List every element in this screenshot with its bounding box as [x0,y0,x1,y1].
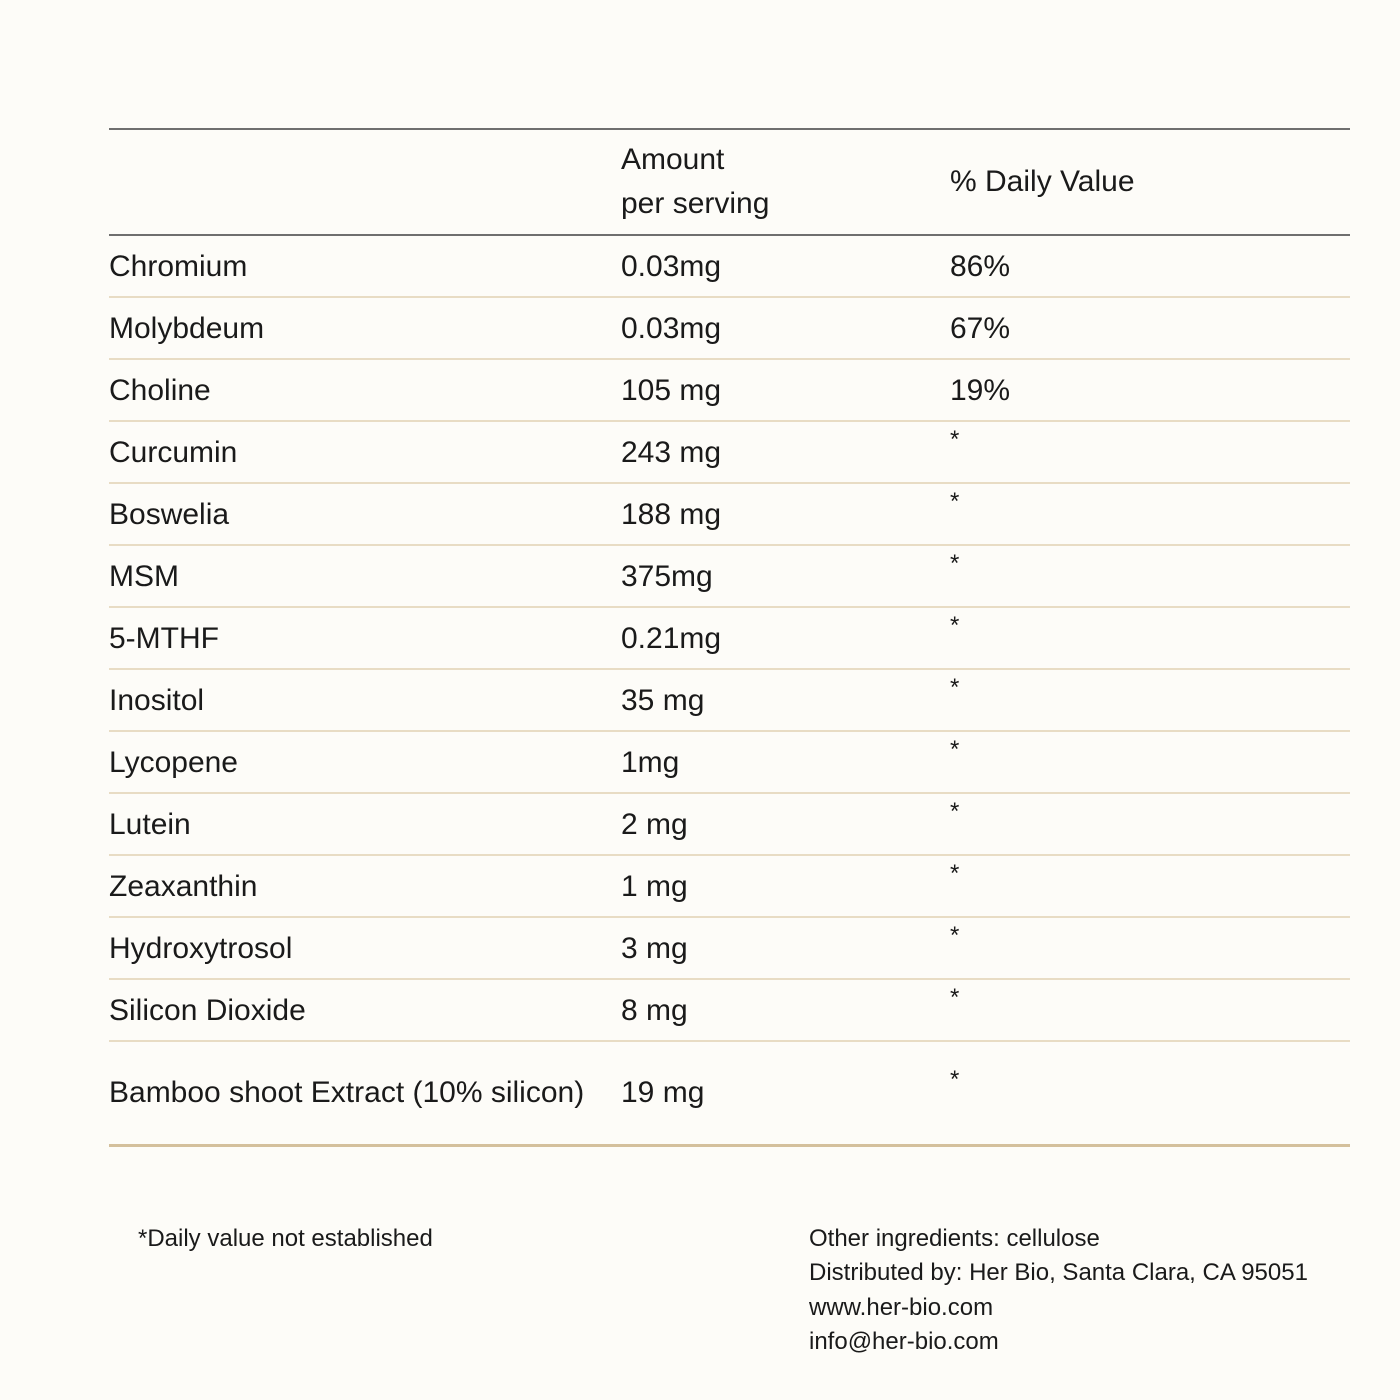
nutrient-amount: 0.21mg [621,621,722,655]
nutrient-name: Bamboo shoot Extract (10% silicon) [109,1076,585,1110]
table-row [109,1041,1350,1145]
table-row [109,917,1350,979]
table-row [109,545,1350,607]
nutrient-amount: 0.03mg [621,249,722,283]
table-header-row [109,129,1350,235]
daily-value-footnote: *Daily value not established [138,1225,433,1252]
nutrient-amount: 3 mg [621,931,688,965]
nutrient-daily-value [950,421,1350,483]
nutrient-amount: 188 mg [621,497,722,531]
nutrient-daily-value [950,545,1350,607]
nutrient-amount: 19 mg [621,1076,705,1110]
header-daily-value: % Daily Value [950,165,1135,198]
asterisk-mark: * [950,983,960,1011]
distributor-info [809,1222,1308,1360]
nutrient-name: Curcumin [109,435,238,469]
table-row [109,483,1350,545]
nutrient-daily-value [950,731,1350,793]
asterisk-mark: * [950,487,960,515]
email-text: info@her-bio.com [809,1328,999,1356]
asterisk-mark: * [950,549,960,577]
table-row [109,855,1350,917]
nutrient-daily-value [950,855,1350,917]
nutrient-amount: 2 mg [621,807,688,841]
nutrient-amount: 243 mg [621,435,722,469]
table-row [109,731,1350,793]
asterisk-mark: * [950,1066,960,1094]
nutrient-amount: 35 mg [621,683,705,717]
nutrient-daily-value [950,917,1350,979]
nutrient-name: Choline [109,373,211,407]
distributed-by-text: Distributed by: Her Bio, Santa Clara, CA 95051 [809,1259,1308,1287]
nutrient-name: Molybdeum [109,311,265,345]
nutrient-daily-value [950,669,1350,731]
nutrient-name: Silicon Dioxide [109,993,306,1027]
nutrient-amount: 8 mg [621,993,688,1027]
nutrient-daily-value [950,979,1350,1041]
nutrient-name: Hydroxytrosol [109,931,293,965]
table-row [109,669,1350,731]
website-text: www.her-bio.com [809,1293,994,1321]
nutrient-amount: 105 mg [621,373,722,407]
supplement-facts-table [109,128,1350,1147]
nutrient-name: Lycopene [109,745,238,779]
asterisk-mark: * [950,921,960,949]
table-row [109,979,1350,1041]
nutrient-daily-value: 67% [950,311,1011,345]
nutrient-name: Inositol [109,683,205,717]
header-amount [621,129,950,235]
nutrient-name: MSM [109,559,179,593]
nutrient-daily-value: 19% [950,373,1011,407]
nutrient-name: Zeaxanthin [109,869,258,903]
header-amount-line2: per serving [621,187,770,220]
nutrient-amount: 1mg [621,745,680,779]
nutrient-daily-value [950,1041,1350,1145]
header-amount-line1: Amount [621,143,725,176]
nutrient-amount: 375mg [621,559,713,593]
asterisk-mark: * [950,611,960,639]
nutrient-daily-value [950,483,1350,545]
nutrient-name: Lutein [109,807,191,841]
table-row [109,297,1350,359]
asterisk-mark: * [950,797,960,825]
nutrient-daily-value [950,793,1350,855]
asterisk-mark: * [950,735,960,763]
header-name-cell [109,129,621,235]
asterisk-mark: * [950,859,960,887]
nutrient-amount: 0.03mg [621,311,722,345]
table-row [109,235,1350,297]
table-row [109,421,1350,483]
asterisk-mark: * [950,673,960,701]
nutrient-name: Boswelia [109,497,230,531]
nutrient-amount: 1 mg [621,869,688,903]
asterisk-mark: * [950,425,960,453]
table-row [109,359,1350,421]
other-ingredients-text: Other ingredients: cellulose [809,1225,1100,1252]
table-row [109,607,1350,669]
nutrient-name: Chromium [109,249,248,283]
table-row [109,793,1350,855]
nutrient-daily-value [950,607,1350,669]
nutrient-daily-value: 86% [950,249,1011,283]
nutrient-name: 5-MTHF [109,621,219,655]
